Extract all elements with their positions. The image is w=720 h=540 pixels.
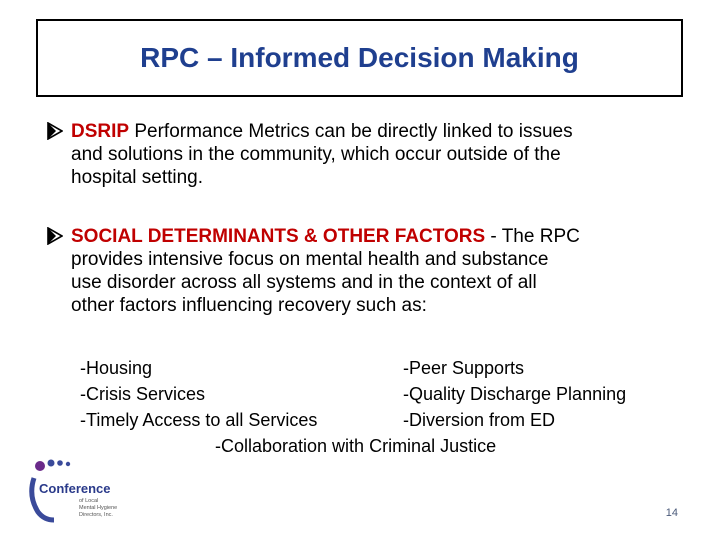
logo-subtext: Mental Hygiene bbox=[79, 505, 118, 511]
factor-item: -Peer Supports bbox=[403, 358, 525, 378]
factors-row bbox=[80, 381, 680, 407]
logo-subtext: Directors, Inc. bbox=[79, 512, 113, 518]
factor-item: -Collaboration with Criminal Justice bbox=[215, 436, 497, 456]
conference-logo-mark bbox=[24, 456, 132, 528]
slide-title: RPC – Informed Decision Making bbox=[140, 42, 579, 73]
bullet-line: other factors influencing recovery such as: bbox=[71, 295, 427, 316]
bullet-text: - The RPC bbox=[485, 226, 580, 247]
bullet-lead: SOCIAL DETERMINANTS & OTHER FACTORS bbox=[71, 226, 486, 247]
factors-list bbox=[80, 355, 680, 459]
bullet-line: hospital setting. bbox=[71, 167, 204, 188]
factor-item: -Diversion from ED bbox=[403, 410, 556, 430]
logo-subtext: of Local bbox=[79, 498, 99, 504]
factors-row bbox=[80, 407, 680, 433]
factor-item: -Quality Discharge Planning bbox=[403, 384, 627, 404]
bullet-dsrip bbox=[47, 120, 677, 189]
factors-row bbox=[80, 433, 680, 459]
arrow-bullet-icon bbox=[47, 227, 63, 245]
factors-row bbox=[80, 355, 680, 381]
factor-item: -Housing bbox=[80, 358, 153, 378]
bullet-line: and solutions in the community, which occur outside of the bbox=[71, 144, 561, 165]
title-box bbox=[36, 19, 683, 97]
bullet-text: Performance Metrics can be directly linked to issues bbox=[129, 121, 573, 142]
bullet-line: use disorder across all systems and in the context of all bbox=[71, 272, 537, 293]
bullet-lead: DSRIP bbox=[71, 121, 130, 142]
bullet-social-determinants bbox=[47, 225, 677, 317]
factor-item: -Timely Access to all Services bbox=[80, 410, 318, 430]
page-number: 14 bbox=[665, 507, 678, 519]
conference-logo bbox=[24, 456, 132, 528]
logo-wordmark: Conference bbox=[39, 481, 111, 496]
factor-item: -Crisis Services bbox=[80, 384, 206, 404]
bullet-line bbox=[71, 120, 677, 143]
arrow-bullet-icon bbox=[47, 122, 63, 140]
bullet-line: provides intensive focus on mental health and substance bbox=[71, 249, 549, 270]
bullet-line bbox=[71, 225, 677, 248]
